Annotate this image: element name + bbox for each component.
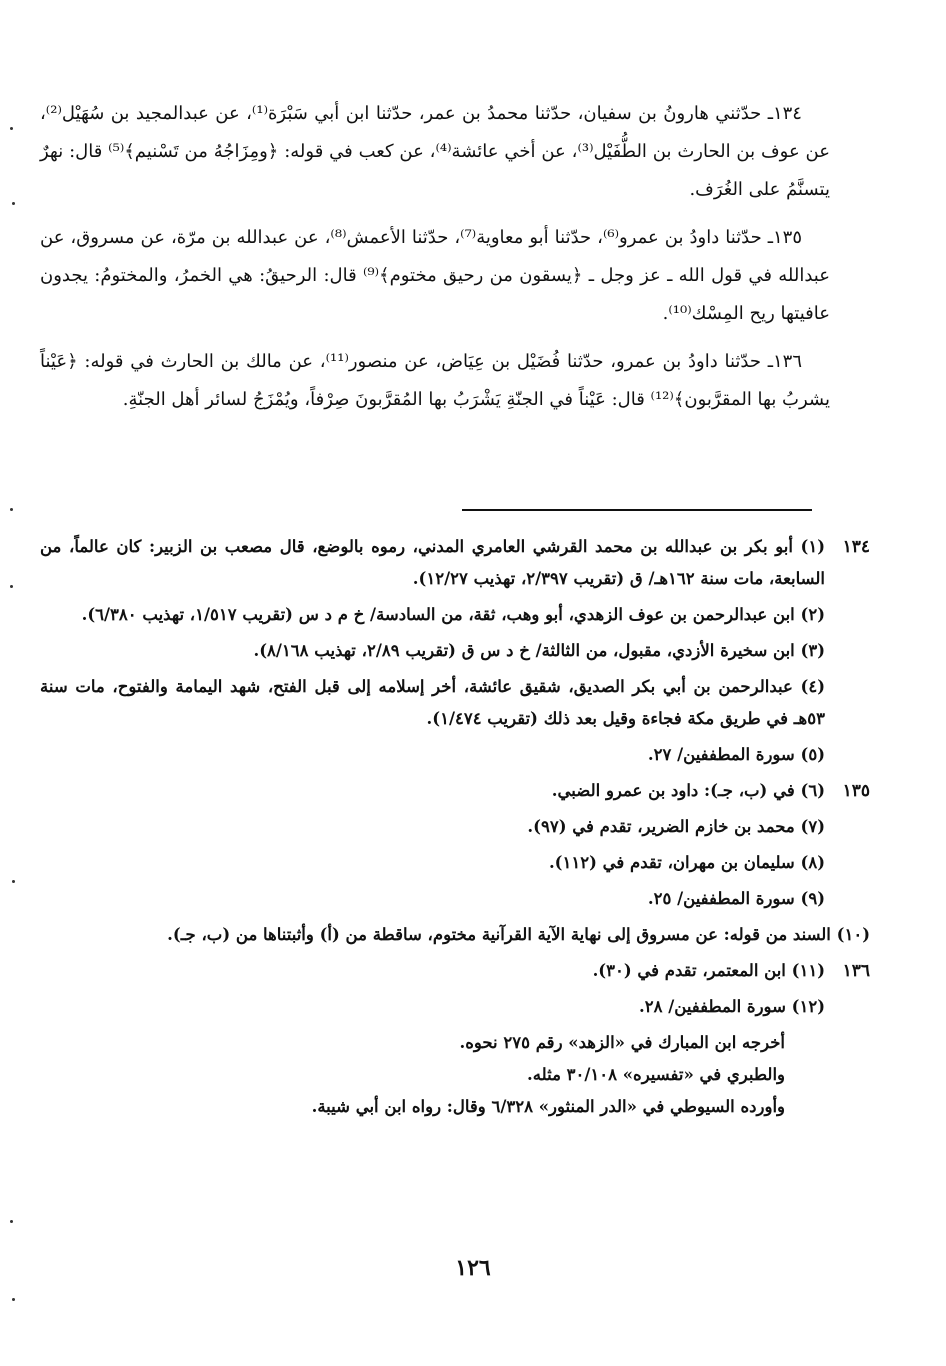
- footnote-5: (٥) سورة المطففين/ ٢٧.: [647, 745, 825, 764]
- footnote-group-134: [40, 531, 870, 771]
- group-label: ١٣٤: [842, 537, 870, 557]
- footnote-1: (١) أبو بكر بن عبدالله بن محمد القرشي العامري المدني، رموه بالوضع، قال مصعب بن الزبير: كان عالماً، من السابعة، مات سنة ١٦٢هـ/ ق (تقريب ٢/٣٩٧، تهذيب ١٢/٢٧).: [40, 537, 825, 588]
- source-line: والطبري في «تفسيره» ٣٠/١٠٨ مثله.: [527, 1065, 785, 1084]
- scan-speck: [10, 1220, 13, 1223]
- scan-speck: [12, 880, 15, 883]
- scan-speck: [12, 202, 15, 205]
- footnote-10: (١٠) السند من قوله: عن مسروق إلى نهاية الآية القرآنية مختوم، ساقطة من (أ) وأثبتناها من (ب، جـ).: [167, 925, 870, 944]
- footnote-12: (١٢) سورة المطففين/ ٢٨.: [639, 997, 825, 1016]
- footnote-6: (٦) في (ب، جـ): داود بن عمرو الضبي.: [551, 781, 825, 800]
- scan-speck: [10, 127, 13, 130]
- sources-note: [40, 1027, 870, 1123]
- scan-speck: [12, 1298, 15, 1301]
- footnote-divider: [462, 509, 812, 511]
- page-number: ١٢٦: [455, 1255, 491, 1281]
- footnote-8: (٨) سليمان بن مهران، تقدم في (١١٢).: [548, 853, 825, 872]
- footnote-group-135: [40, 775, 870, 951]
- footnotes: [40, 531, 870, 1131]
- scan-speck: [10, 585, 13, 588]
- scan-speck: [10, 508, 13, 511]
- source-line: أخرجه ابن المبارك في «الزهد» رقم ٢٧٥ نحوه.: [459, 1033, 785, 1052]
- footnote-group-136: [40, 955, 870, 1023]
- hadith-134: ١٣٤ـ حدّثني هارونُ بن سفيان، حدّثنا محمدُ بن عمر، حدّثنا ابن أبي سَبْرَة⁽¹⁾، عن عبدالمجيد بن سُهَيْل⁽²⁾، عن عوف بن الحارث بن الطُّفَيْل⁽³⁾، عن أخي عائشة⁽⁴⁾، عن كعب في قوله: ﴿ومِزَاجُهُ من تَسْنيم﴾⁽⁵⁾ قال: نهرٌ يتسنَّمُ على الغُرَف.: [40, 103, 830, 200]
- group-label: ١٣٦: [842, 961, 870, 981]
- footnote-2: (٢) ابن عبدالرحمن بن عوف الزهدي، أبو وهب، ثقة، من السادسة/ خ م د س (تقريب ١/٥١٧، تهذيب ٦/٣٨٠).: [81, 605, 825, 624]
- group-label: ١٣٥: [842, 781, 870, 801]
- source-line: وأورده السيوطي في «الدر المنثور» ٦/٣٢٨ وقال: رواه ابن أبي شيبة.: [311, 1097, 785, 1116]
- hadith-135: ١٣٥ـ حدّثنا داودُ بن عمرو⁽⁶⁾، حدّثنا أبو معاوية⁽⁷⁾، حدّثنا الأعمش⁽⁸⁾، عن عبدالله بن مرّة، عن مسروق، عن عبدالله في قول الله ـ عز وجل ـ ﴿يسقون من رحيق مختوم﴾⁽⁹⁾ قال: الرحيقُ: هي الخمرُ، والمختومُ: يجدون عافيتها ريح المِسْك⁽¹⁰⁾.: [40, 227, 830, 324]
- main-text: [40, 95, 830, 429]
- footnote-9: (٩) سورة المطففين/ ٢٥.: [647, 889, 825, 908]
- footnote-4: (٤) عبدالرحمن بن أبي بكر الصديق، شقيق عائشة، أخر إسلامه إلى قبل الفتح، شهد اليمامة والفتوح، مات سنة ٥٣هـ في طريق مكة فجاءة وقيل بعد ذلك (تقريب ١/٤٧٤).: [40, 677, 825, 728]
- footnote-11: (١١) ابن المعتمر، تقدم في (٣٠).: [592, 961, 825, 980]
- footnote-7: (٧) محمد بن خازم الضرير، تقدم في (٩٧).: [527, 817, 825, 836]
- hadith-136: ١٣٦ـ حدّثنا داودُ بن عمرو، حدّثنا فُضَيْل بن عِيَاض، عن منصور⁽¹¹⁾، عن مالك بن الحارث في قوله: ﴿عَيْناً يشربُ بها المقرَّبون﴾⁽¹²⁾ قال: عَيْناً في الجنّةِ يَشْرَبُ بها المُقرَّبونَ صِرْفاً، ويُمْزَجُ لسائر أهل الجنّةِ.: [40, 351, 830, 410]
- footnote-3: (٣) ابن سخيرة الأزدي، مقبول، من الثالثة/ خ د س ق (تقريب ٢/٨٩، تهذيب ٨/١٦٨).: [253, 641, 825, 660]
